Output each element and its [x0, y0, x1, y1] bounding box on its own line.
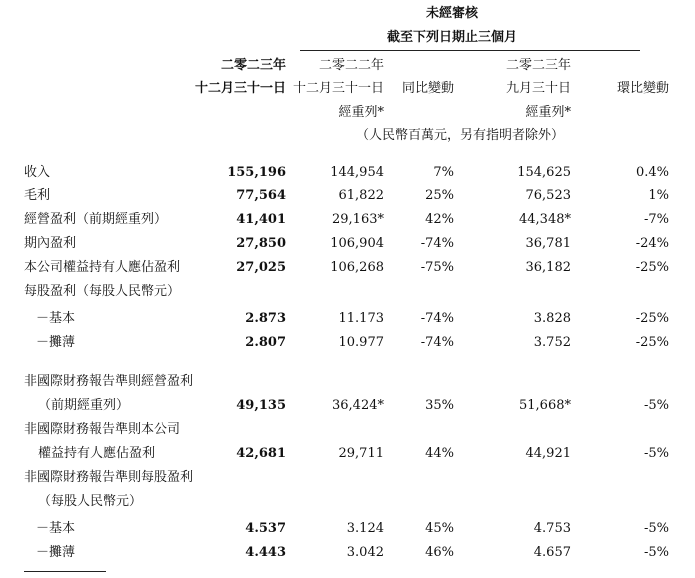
col4-value: 154,625: [517, 165, 571, 180]
col5-value: -7%: [643, 212, 669, 227]
row-label: 每股盈利（每股人民幣元）: [24, 284, 181, 299]
col5-value: 0.4%: [635, 165, 669, 180]
col3-value: 25%: [425, 188, 454, 203]
col1-value: 77,564: [236, 188, 286, 203]
col5-value: -5%: [643, 521, 669, 536]
col1-value: 4.443: [245, 545, 286, 560]
col3-value: -74%: [420, 335, 454, 350]
row-label: 權益持有人應佔盈利: [38, 446, 156, 461]
col2-value: 29,163*: [332, 212, 384, 227]
col1-value: 2.807: [245, 335, 286, 350]
col3-value: 46%: [425, 545, 454, 560]
col4-note: 經重列*: [525, 105, 571, 120]
col2-year: 二零二二年: [318, 58, 384, 73]
row-label: －攤薄: [36, 335, 76, 350]
col1-value: 27,850: [236, 236, 286, 251]
col2-value: 36,424*: [332, 398, 384, 413]
col5-value: -25%: [635, 260, 669, 275]
col3-value: 44%: [425, 446, 454, 461]
col2-value: 3.042: [346, 545, 384, 560]
col4-value: 4.753: [533, 521, 571, 536]
row-label: 非國際財務報告準則經營盈利: [24, 374, 194, 389]
col1-value: 41,401: [236, 212, 286, 227]
col3-value: -74%: [420, 236, 454, 251]
col5-value: -5%: [643, 398, 669, 413]
col2-value: 106,904: [330, 236, 384, 251]
row-label: 非國際財務報告準則本公司: [24, 422, 181, 437]
col2-value: 11.173: [338, 311, 384, 326]
col5-value: -24%: [635, 236, 669, 251]
row-label: 毛利: [24, 188, 51, 203]
col4-value: 36,182: [525, 260, 571, 275]
col1-value: 155,196: [227, 165, 286, 180]
col2-value: 29,711: [338, 446, 384, 461]
col3-label: 同比變動: [401, 81, 454, 96]
col1-value: 4.537: [245, 521, 286, 536]
col2-value: 144,954: [330, 165, 384, 180]
col4-value: 44,348*: [519, 212, 571, 227]
row-label: －基本: [36, 521, 76, 536]
col3-value: 42%: [425, 212, 454, 227]
col3-value: 7%: [433, 165, 454, 180]
units-note: （人民幣百萬元，另有指明者除外）: [355, 128, 564, 143]
header-period: 截至下列日期止三個月: [386, 30, 518, 45]
col1-value: 27,025: [236, 260, 286, 275]
col2-date: 十二月三十一日: [292, 81, 384, 96]
col5-value: -5%: [643, 545, 669, 560]
row-label: （每股人民幣元）: [38, 494, 143, 509]
col3-value: 45%: [425, 521, 454, 536]
col1-date: 十二月三十一日: [194, 81, 286, 96]
col4-value: 3.828: [533, 311, 571, 326]
col2-note: 經重列*: [338, 105, 384, 120]
col3-value: -75%: [420, 260, 454, 275]
col5-value: -5%: [643, 446, 669, 461]
col4-value: 44,921: [525, 446, 571, 461]
col5-value: 1%: [648, 188, 669, 203]
row-label: 期內盈利: [24, 236, 77, 251]
col3-value: -74%: [420, 311, 454, 326]
col1-value: 49,135: [236, 398, 286, 413]
row-label: 本公司權益持有人應佔盈利: [24, 260, 181, 275]
col2-value: 106,268: [330, 260, 384, 275]
row-label: －基本: [36, 311, 76, 326]
row-label: －攤薄: [36, 545, 76, 560]
col1-year: 二零二三年: [220, 58, 286, 73]
col2-value: 61,822: [338, 188, 384, 203]
col2-value: 10.977: [338, 335, 384, 350]
col4-year: 二零二三年: [505, 58, 571, 73]
col4-value: 3.752: [533, 335, 571, 350]
col3-value: 35%: [425, 398, 454, 413]
col5-value: -25%: [635, 311, 669, 326]
col1-value: 42,681: [236, 446, 286, 461]
col4-value: 4.657: [533, 545, 571, 560]
row-label: 非國際財務報告準則每股盈利: [24, 470, 194, 485]
col4-value: 76,523: [525, 188, 571, 203]
row-label: （前期經重列）: [38, 398, 130, 413]
header-underline: [300, 50, 640, 51]
row-label: 經營盈利（前期經重列）: [24, 212, 168, 227]
col4-date: 九月三十日: [505, 81, 571, 96]
col5-value: -25%: [635, 335, 669, 350]
header-unaudited: 未經審核: [425, 6, 479, 21]
col5-label: 環比變動: [616, 81, 669, 96]
row-label: 收入: [24, 165, 51, 180]
col2-value: 3.124: [346, 521, 384, 536]
col4-value: 51,668*: [519, 398, 571, 413]
col1-value: 2.873: [245, 311, 286, 326]
footnote-rule: [24, 571, 106, 572]
col4-value: 36,781: [525, 236, 571, 251]
